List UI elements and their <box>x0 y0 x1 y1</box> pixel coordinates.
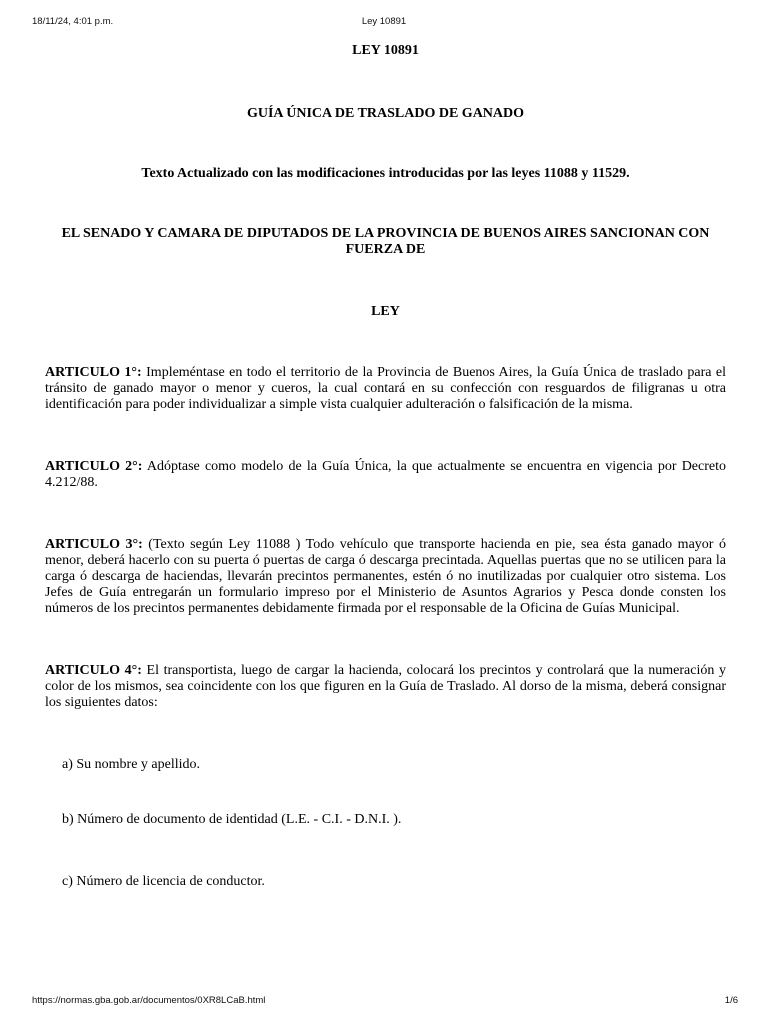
article-4-label: ARTICULO 4°: <box>45 663 142 678</box>
article-4-text: El transportista, luego de cargar la hacienda, colocará los precintos y controlará que la numeración y color de los mismos, sea coincidente con los que figuren en la Guía de Traslado. Al dorso de la misma, deberá consignar los siguientes datos: <box>45 663 726 710</box>
law-document <box>45 40 726 890</box>
article-2 <box>45 459 726 491</box>
article-3-label: ARTICULO 3°: <box>45 537 143 552</box>
article-2-text: Adóptase como modelo de la Guía Única, la que actualmente se encuentra en vigencia por Decreto 4.212/88. <box>45 459 726 490</box>
list-item-a: a) Su nombre y apellido. <box>62 757 201 772</box>
document-subject: GUÍA ÚNICA DE TRASLADO DE GANADO <box>246 106 525 121</box>
source-url: https://normas.gba.gob.ar/documentos/0XR8LCaB.html <box>32 995 266 1006</box>
ley-heading: LEY <box>371 304 400 319</box>
print-datetime: 18/11/24, 4:01 p.m. <box>32 16 114 27</box>
article-3-text: (Texto según Ley 11088 ) Todo vehículo que transporte hacienda en pie, sea ésta ganado mayor ó menor, deberá hacerlo con su puerta ó puertas de carga ó descarga precintada. Aquellas puertas que no se utilicen para la carga ó descarga de haciendas, llevarán precintos permanentes, estén ó no inutilizadas por cualquier otro sistema. Los Jefes de Guía entregarán un formulario impreso por el Ministerio de Asuntos Agrarios y Pesca donde consten los números de los precintos permanentes debidamente firmada por el responsable de la Oficina de Guías Municipal. <box>45 537 726 616</box>
article-1-label: ARTICULO 1°: <box>45 365 142 380</box>
article-1-text: Impleméntase en todo el territorio de la Provincia de Buenos Aires, la Guía Única de traslado para el tránsito de ganado mayor o menor y cueros, la cual contará en su confección con resguardos de filigranas u otra identificación para poder individualizar a simple vista cualquier adulteración o falsificación de la misma. <box>45 365 726 412</box>
list-item-b: b) Número de documento de identidad (L.E. - C.I. - D.N.I. ). <box>62 812 402 827</box>
article-1 <box>45 365 726 413</box>
enacting-clause: EL SENADO Y CAMARA DE DIPUTADOS DE LA PROVINCIA DE BUENOS AIRES SANCIONAN CON FUERZA DE <box>61 226 710 257</box>
updated-note: Texto Actualizado con las modificaciones introducidas por las leyes 11088 y 11529. <box>141 166 630 181</box>
list-item-c: c) Número de licencia de conductor. <box>62 874 265 889</box>
page-number: 1/6 <box>724 995 738 1006</box>
print-header <box>0 16 768 30</box>
article-4 <box>45 663 726 711</box>
document-title: LEY 10891 <box>352 43 419 58</box>
print-footer <box>0 995 768 1009</box>
print-page-title: Ley 10891 <box>361 16 407 27</box>
article-3 <box>45 537 726 617</box>
article-2-label: ARTICULO 2°: <box>45 459 143 474</box>
